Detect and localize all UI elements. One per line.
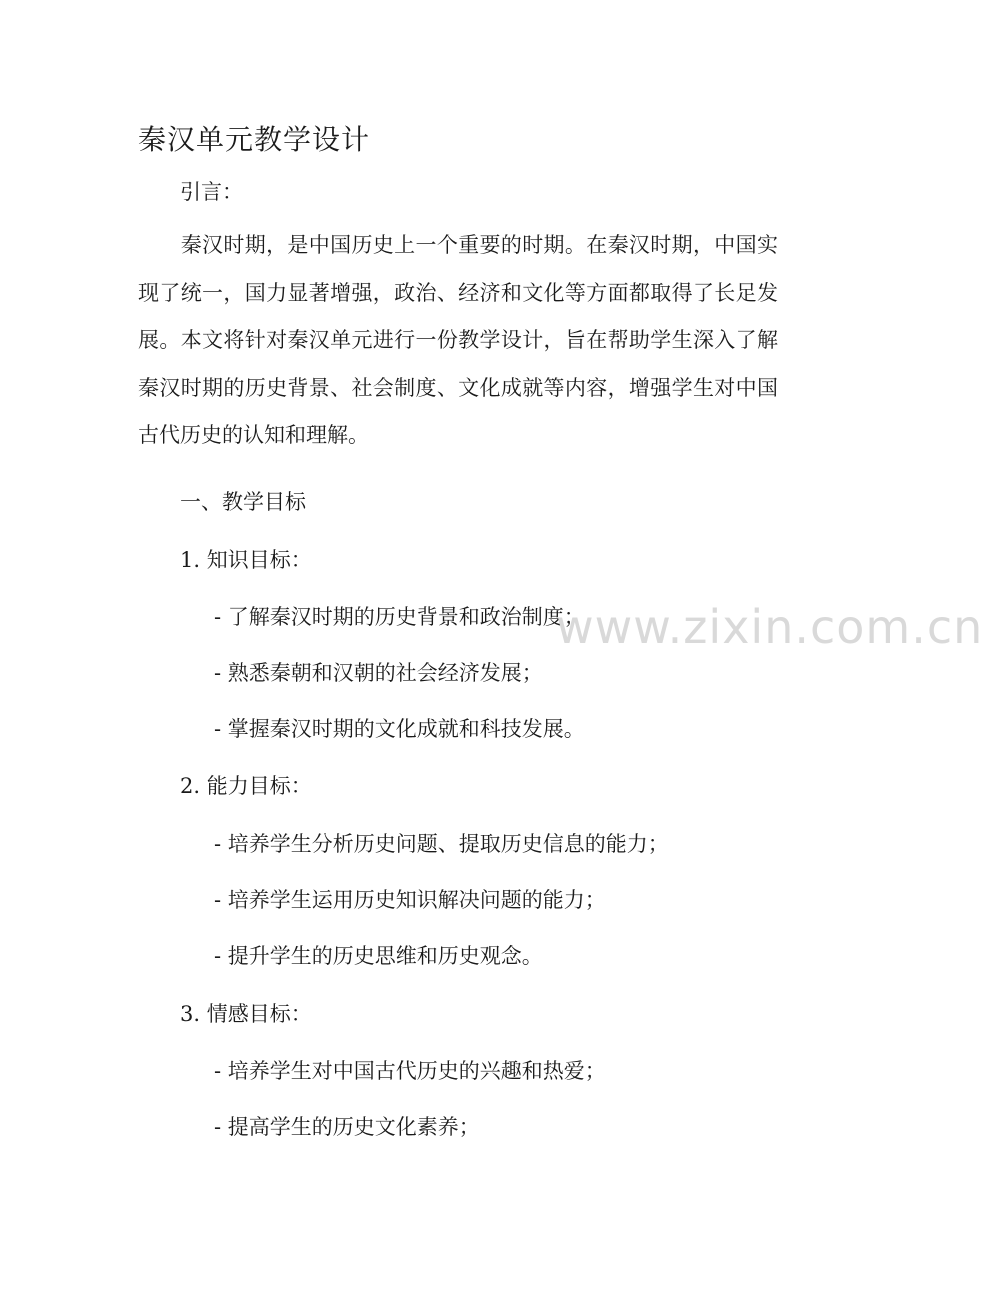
document-title: 秦汉单元教学设计 <box>138 123 371 156</box>
goal-item: - 提高学生的历史文化素养； <box>214 1115 480 1139</box>
goal-item: - 培养学生运用历史知识解决问题的能力； <box>214 888 606 912</box>
goal-item: - 熟悉秦朝和汉朝的社会经济发展； <box>214 661 543 685</box>
intro-heading: 引言： <box>180 180 243 204</box>
goal-label-emotion: 3. 情感目标： <box>180 1002 312 1026</box>
goal-item: - 培养学生分析历史问题、提取历史信息的能力； <box>214 832 669 856</box>
watermark-text: www.zixin.com.cn <box>556 600 983 654</box>
goal-item: - 培养学生对中国古代历史的兴趣和热爱； <box>214 1059 606 1083</box>
goal-item: - 了解秦汉时期的历史背景和政治制度； <box>214 605 585 629</box>
goal-item: - 提升学生的历史思维和历史观念。 <box>214 944 543 968</box>
goal-item: - 掌握秦汉时期的文化成就和科技发展。 <box>214 717 585 741</box>
goal-label-ability: 2. 能力目标： <box>180 774 312 798</box>
goal-label-knowledge: 1. 知识目标： <box>180 548 312 572</box>
section-heading-teaching-goals: 一、教学目标 <box>180 490 306 514</box>
intro-paragraph: 秦汉时期，是中国历史上一个重要的时期。在秦汉时期，中国实现了统一，国力显著增强，政治、经济和文化等方面都取得了长足发展。本文将针对秦汉单元进行一份教学设计，旨在帮助学生深入了解秦汉时期的历史背景、社会制度、文化成就等内容，增强学生对中国古代历史的认知和理解。 <box>138 233 778 447</box>
